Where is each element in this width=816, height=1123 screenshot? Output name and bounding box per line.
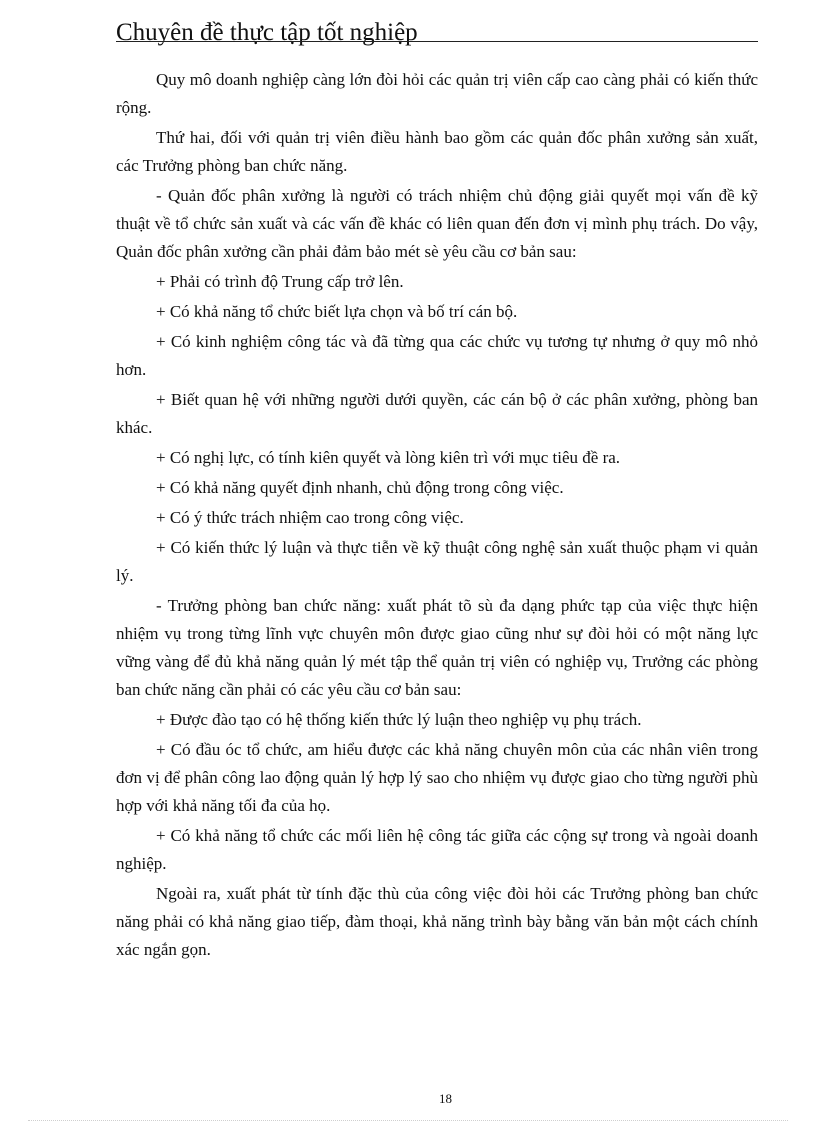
list-item: + Có ý thức trách nhiệm cao trong công việc. bbox=[156, 508, 464, 527]
paragraph: Ngoài ra, xuất phát từ tính đặc thù của công việc đòi hỏi các Trưởng phòng ban chức năng phải có khả năng giao tiếp, đàm thoại, khả năng trình bày bằng văn bản một cách chính xác ngắn gọn. bbox=[116, 884, 758, 959]
list-item: + Có khả năng tổ chức các mối liên hệ công tác giữa các cộng sự trong và ngoài doanh nghiệp. bbox=[116, 826, 758, 873]
list-item: + Có khả năng tổ chức biết lựa chọn và bố trí cán bộ. bbox=[156, 302, 518, 321]
list-item: + Biết quan hệ với những người dưới quyền, các cán bộ ở các phân xưởng, phòng ban khác. bbox=[116, 390, 758, 437]
list-item: + Có kinh nghiệm công tác và đã từng qua các chức vụ tương tự nhưng ở quy mô nhỏ hơn. bbox=[116, 332, 758, 379]
list-item: + Phải có trình độ Trung cấp trở lên. bbox=[156, 272, 404, 291]
list-item: + Có đầu óc tổ chức, am hiểu được các khả năng chuyên môn của các nhân viên trong đơn vị để phân công lao động quản lý hợp lý sao cho nhiệm vụ được giao cho từng người phù hợp với khả năng tối đa của họ. bbox=[116, 740, 758, 815]
list-item: + Có nghị lực, có tính kiên quyết và lòng kiên trì với mục tiêu đề ra. bbox=[156, 448, 621, 467]
header-title: Chuyên đề thực tập tốt nghiệp bbox=[116, 19, 418, 46]
paragraph: Thứ hai, đối với quản trị viên điều hành bao gồm các quản đốc phân xưởng sản xuất, các Trưởng phòng ban chức năng. bbox=[116, 128, 758, 175]
paragraph: - Quản đốc phân xưởng là người có trách nhiệm chủ động giải quyết mọi vấn đề kỹ thuật về tổ chức sản xuất và các vấn đề khác có liên quan đến đơn vị mình phụ trách. Do vậy, Quản đốc phân xưởng cần phải đảm bảo mét sè yêu cầu cơ bản sau: bbox=[116, 186, 758, 261]
paragraph: Quy mô doanh nghiệp càng lớn đòi hỏi các quản trị viên cấp cao càng phải có kiến thức rộng. bbox=[116, 70, 758, 117]
page-bottom-divider bbox=[28, 1120, 788, 1121]
page-number: 18 bbox=[439, 1091, 452, 1106]
document-body bbox=[116, 66, 758, 966]
list-item: + Được đào tạo có hệ thống kiến thức lý luận theo nghiệp vụ phụ trách. bbox=[156, 710, 642, 729]
list-item: + Có kiến thức lý luận và thực tiễn về kỹ thuật công nghệ sản xuất thuộc phạm vi quản lý. bbox=[116, 538, 758, 585]
page-header bbox=[116, 18, 758, 44]
list-item: + Có khả năng quyết định nhanh, chủ động trong công việc. bbox=[156, 478, 564, 497]
header-rule bbox=[116, 41, 758, 42]
paragraph: - Trưởng phòng ban chức năng: xuất phát tõ sù đa dạng phức tạp của việc thực hiện nhiệm vụ trong từng lĩnh vực chuyên môn được giao cũng như sự đòi hỏi có một năng lực vững vàng để đủ khả năng quản lý mét tập thể quản trị viên có nghiệp vụ, Trưởng các phòng ban chức năng cần phải có các yêu cầu cơ bản sau: bbox=[116, 596, 758, 699]
